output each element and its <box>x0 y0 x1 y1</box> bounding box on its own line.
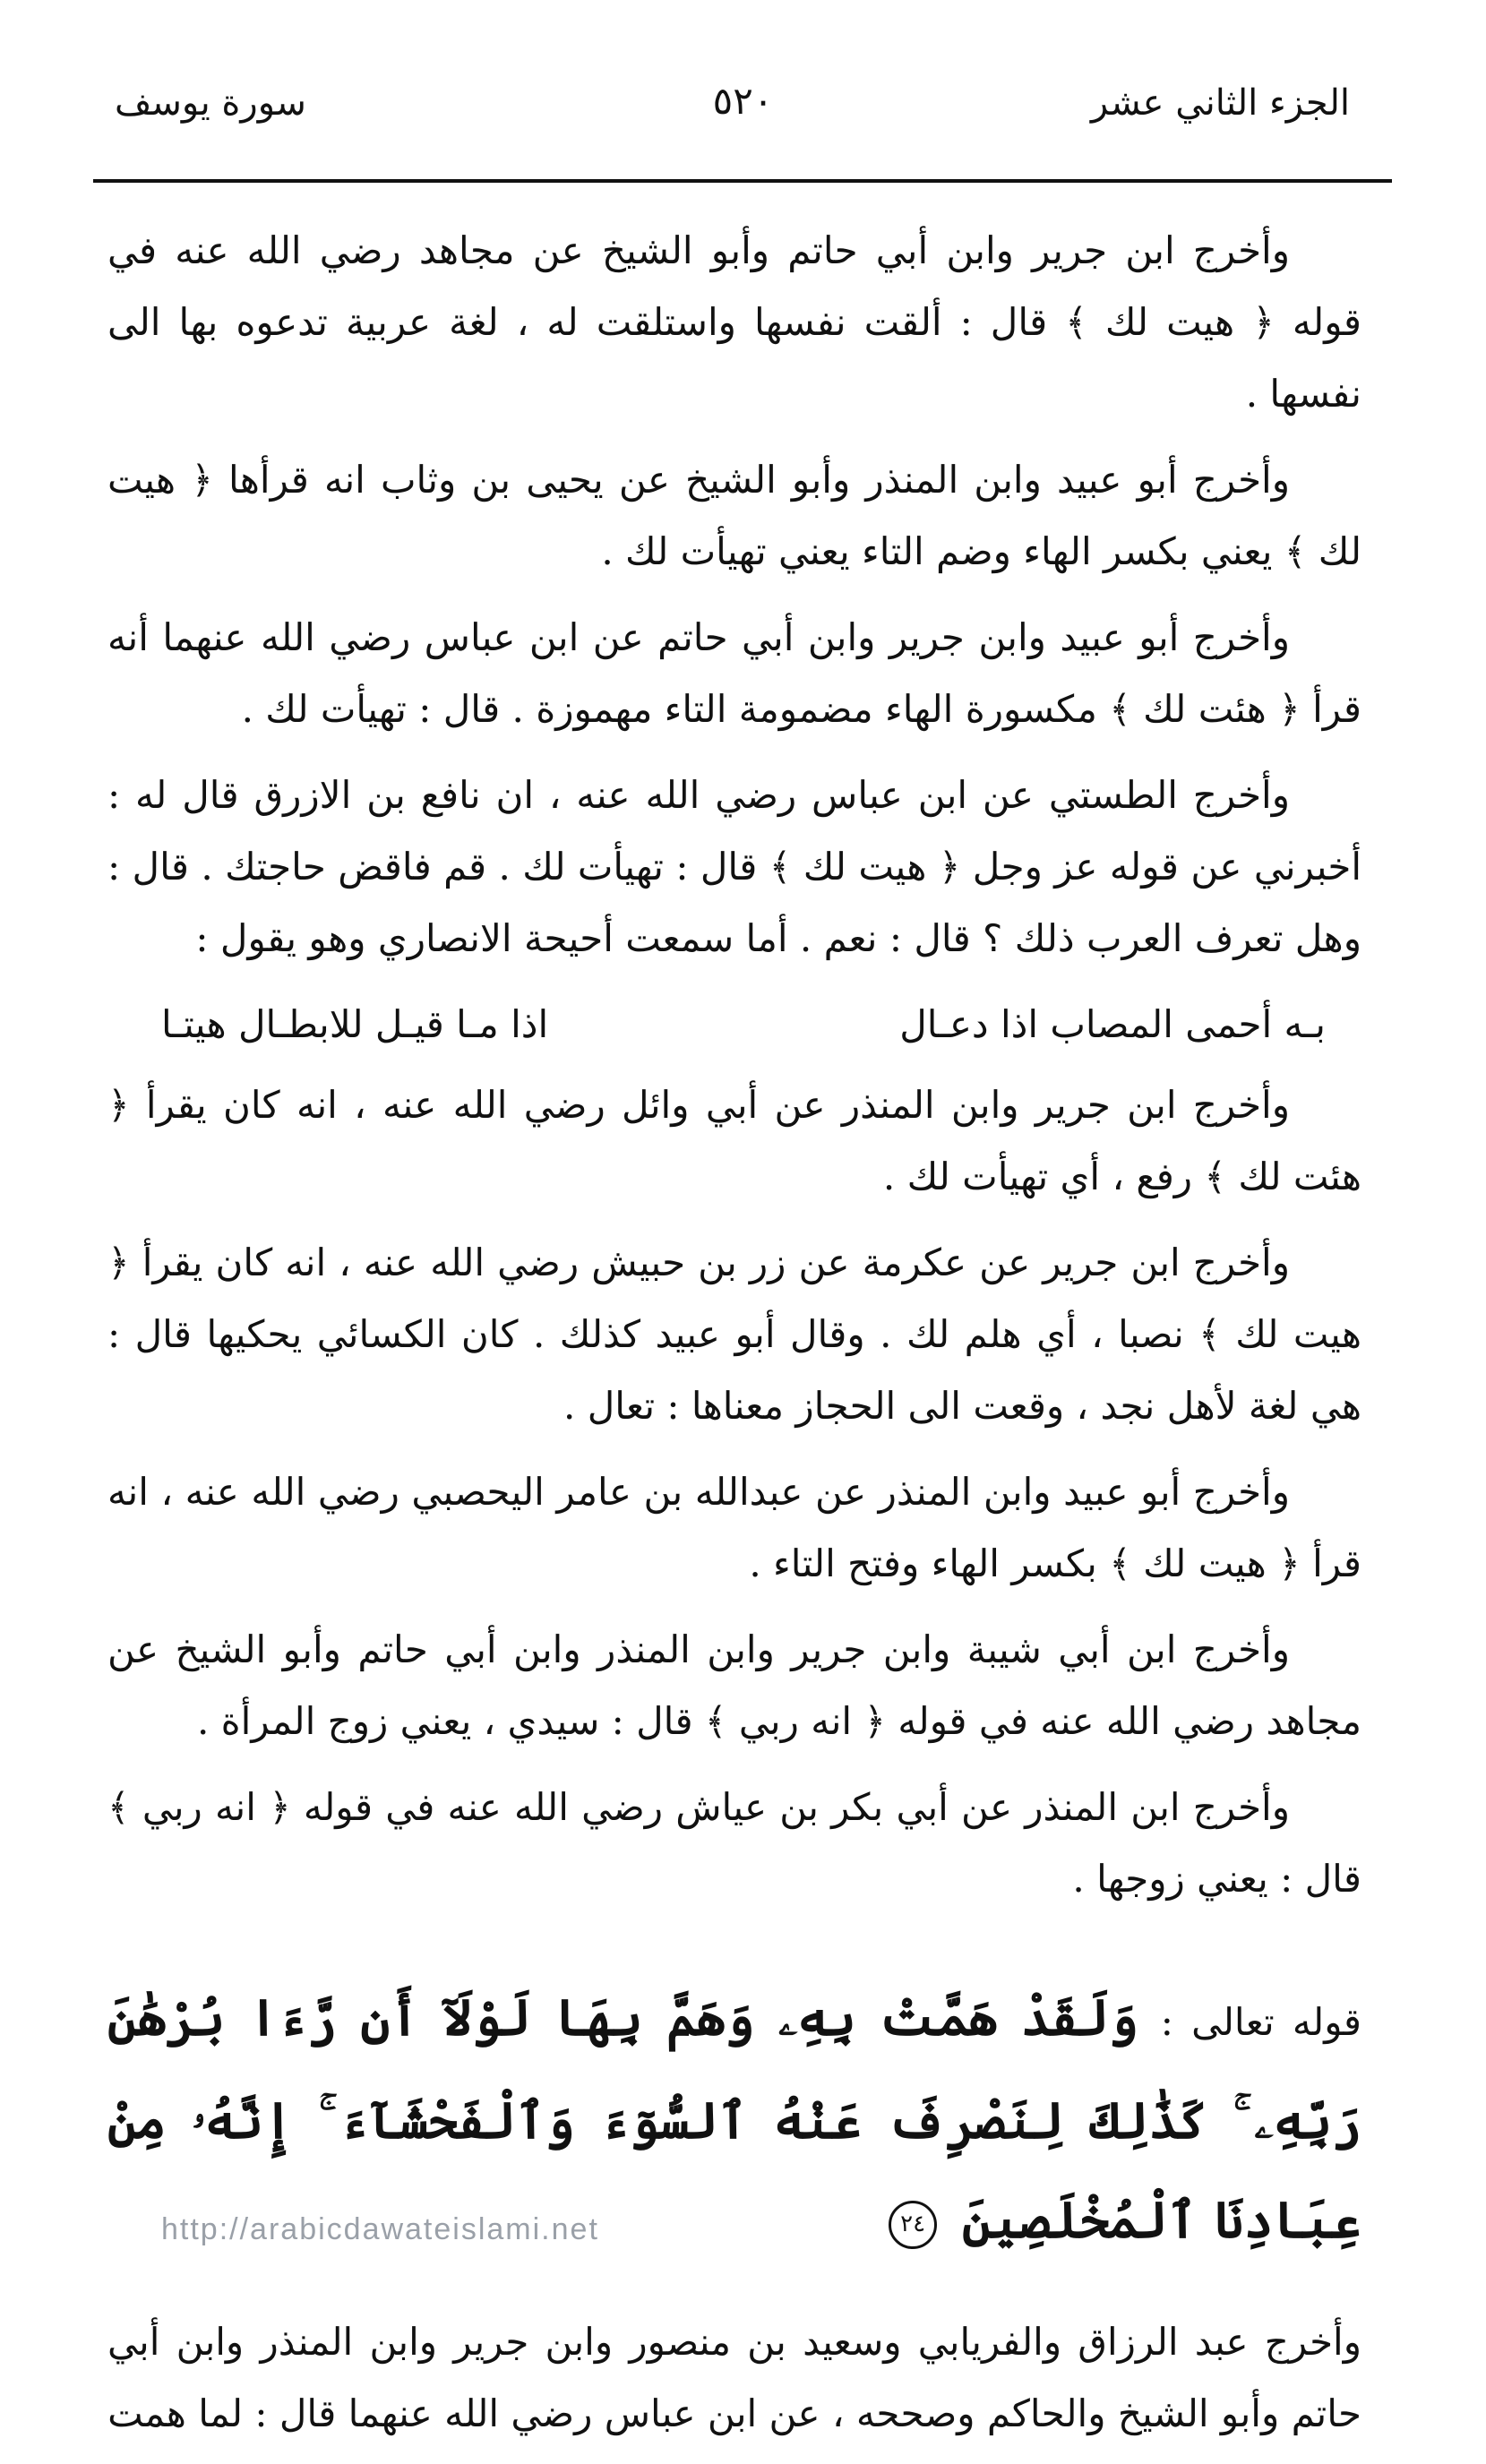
ayah-lead: قوله تعالى : <box>1160 2000 1361 2044</box>
paragraph: وأخرج أبو عبيد وابن جرير وابن أبي حاتم عن ابن عباس رضي الله عنهما أنه قرأ ﴿ هئت لك ﴾ مكسورة الهاء مضمومة التاء مهموزة . قال : تهيأت لك . <box>107 615 1361 731</box>
header-rule <box>93 179 1392 183</box>
ayah-number-marker: ٢٤ <box>889 2201 937 2249</box>
paragraph: وأخرج الطستي عن ابن عباس رضي الله عنه ، ان نافع بن الازرق قال له : أخبرني عن قوله عز وجل ﴿ هيت لك ﴾ قال : تهيأت لك . قم فاقض حاجتك . قال : وهل تعرف العرب ذلك ؟ قال : نعم . أما سمعت أحيحة الانصاري وهو يقول : <box>107 773 1361 960</box>
paragraph: وأخرج ابن جرير وابن أبي حاتم وأبو الشيخ عن مجاهد رضي الله عنه في قوله ﴿ هيت لك ﴾ قال : ألقت نفسها واستلقت له ، لغة عربية تدعوه بها الى نفسها . <box>107 228 1361 416</box>
verse-hemistich-2: اذا مـا قيـل للابطـال هيتـا <box>161 1002 549 1046</box>
running-head-part: الجزء الثاني عشر <box>1090 82 1350 124</box>
running-head-surah: سورة يوسف <box>115 82 306 124</box>
paragraph: وأخرج ابن جرير وابن المنذر عن أبي وائل رضي الله عنه ، انه كان يقرأ ﴿ هئت لك ﴾ رفع ، أي تهيأت لك . <box>107 1083 1361 1198</box>
ayah-text: وَلَقَدْ هَمَّتْ بِهِۦ وَهَمَّ بِهَا لَوْلَآ أَن رَّءَا بُرْهَٰنَ رَبِّهِۦ ۚ كَذَٰلِكَ لِنَصْرِفَ عَنْهُ ٱلسُّوٓءَ وَٱلْفَحْشَآءَ ۚ إِنَّهُۥ مِنْ عِبَادِنَا ٱلْمُخْلَصِينَ <box>107 1988 1361 2250</box>
paragraph: وأخرج ابن جرير عن عكرمة عن زر بن حبيش رضي الله عنه ، انه كان يقرأ ﴿ هيت لك ﴾ نصبا ، أي هلم لك . وقال أبو عبيد كذلك . كان الكسائي يحكيها قال : هي لغة لأهل نجد ، وقعت الى الحجاز معناها : تعال . <box>107 1241 1361 1428</box>
page-number: ٥٢٠ <box>712 79 774 123</box>
watermark-url: http://arabicdawateislami.net <box>161 2212 599 2246</box>
page-body <box>107 215 1361 2464</box>
paragraph: وأخرج ابن المنذر عن أبي بكر بن عياش رضي الله عنه في قوله ﴿ انه ربي ﴾ قال : يعني زوجها . <box>107 1785 1361 1901</box>
verse-hemistich-1: بـه أحمى المصاب اذا دعـال <box>899 1002 1326 1046</box>
poetry-verse <box>107 989 1361 1060</box>
paragraph: وأخرج أبو عبيد وابن المنذر وأبو الشيخ عن يحيى بن وثاب انه قرأها ﴿ هيت لك ﴾ يعني بكسر الهاء وضم التاء يعني تهيأت لك . <box>107 458 1361 573</box>
paragraph: وأخرج أبو عبيد وابن المنذر عن عبدالله بن عامر اليحصبي رضي الله عنه ، انه قرأ ﴿ هيت لك ﴾ بكسر الهاء وفتح التاء . <box>107 1470 1361 1585</box>
paragraph: وأخرج ابن أبي شيبة وابن جرير وابن المنذر وابن أبي حاتم وأبو الشيخ عن مجاهد رضي الله عنه في قوله ﴿ انه ربي ﴾ قال : سيدي ، يعني زوج المرأة . <box>107 1627 1361 1743</box>
paragraph: وأخرج عبد الرزاق والفريابي وسعيد بن منصور وابن جرير وابن المنذر وابن أبي حاتم وأبو الشيخ والحاكم وصححه ، عن ابن عباس رضي الله عنهما قال : لما همت <box>107 2320 1361 2435</box>
